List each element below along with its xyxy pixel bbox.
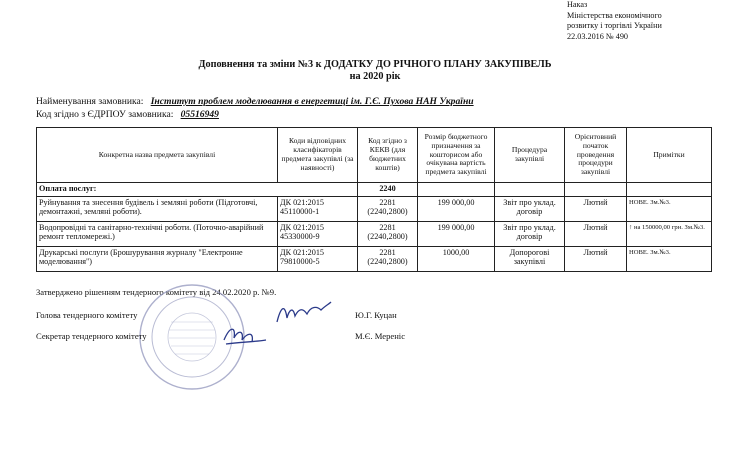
edrpou-line	[36, 109, 219, 120]
kekv-line: (2240,2800)	[367, 232, 408, 242]
item-code	[278, 197, 358, 222]
item-procedure	[495, 247, 565, 272]
head-role: Голова тендерного комітету	[36, 310, 138, 320]
item-procedure	[495, 197, 565, 222]
secretary-name: М.Є. Мереніс	[355, 331, 406, 341]
empty-cell	[565, 183, 627, 197]
order-line: 22.03.2016 № 490	[567, 31, 629, 41]
column-header: Орієнтовний початок проведення процедури закупівлі	[565, 128, 627, 183]
item-kekv	[358, 222, 418, 247]
item-amount: 199 000,00	[418, 222, 495, 247]
section-label: Оплата послуг:	[37, 183, 358, 197]
table-row	[37, 197, 712, 222]
item-start: Лютий	[565, 197, 627, 222]
order-reference	[567, 0, 662, 42]
document-subtitle: на 2020 рік	[349, 71, 401, 82]
procedure-line: Звіт про уклад.	[503, 198, 556, 207]
code-line: ДК 021:2015	[280, 223, 325, 232]
kekv-line: 2281	[379, 248, 396, 257]
item-kekv	[358, 197, 418, 222]
order-line: Міністерства економічного	[567, 10, 662, 20]
secretary-role: Секретар тендерного комітету	[36, 331, 147, 341]
item-code	[278, 222, 358, 247]
kekv-line: 2281	[379, 223, 396, 232]
item-amount: 1000,00	[418, 247, 495, 272]
order-line: Наказ	[567, 0, 588, 9]
item-start: Лютий	[565, 247, 627, 272]
column-header: Коди відповідних класифікаторів предмета закупівлі (за наявності)	[278, 128, 358, 183]
code-line: ДК 021:2015	[280, 198, 325, 207]
item-name: Руйнування та знесення будівель і земляні роботи (Підготовчі, демонтажні, земляні роботи).	[37, 197, 278, 222]
table-row	[37, 247, 712, 272]
customer-line	[36, 96, 474, 107]
code-line: 79810000-5	[280, 257, 320, 267]
procedure-line: Допорогові	[509, 248, 550, 257]
item-note: ↑ на 150000,00 грн. Зм.№3.	[627, 222, 712, 247]
procedure-line: договір	[516, 207, 543, 217]
procedure-line: Звіт про уклад.	[503, 223, 556, 232]
section-kekv: 2240	[358, 183, 418, 197]
item-name: Друкарські послуги (Брошурування журналу "Електронне моделювання")	[37, 247, 278, 272]
table-header-row	[37, 128, 712, 183]
customer-value: Інститут проблем моделювання в енергетиці ім. Г.Є. Пухова НАН України	[150, 96, 474, 107]
procedure-line: договір	[516, 232, 543, 242]
item-note: НОВЕ. Зм.№3.	[627, 197, 712, 222]
item-procedure	[495, 222, 565, 247]
head-signature-icon	[273, 300, 333, 328]
item-note: НОВЕ. Зм.№3.	[627, 247, 712, 272]
approval-note: Затверджено рішенням тендерного комітету від 24.02.2020 р. №9.	[36, 287, 277, 297]
kekv-line: (2240,2800)	[367, 257, 408, 267]
document-title: Доповнення та зміни №3 к ДОДАТКУ ДО РІЧНОГО ПЛАНУ ЗАКУПІВЕЛЬ	[198, 59, 552, 70]
empty-cell	[495, 183, 565, 197]
order-line: розвитку і торгівлі України	[567, 21, 662, 31]
item-name: Водопровідні та санітарно-технічні роботи. (Поточно-аварійний ремонт тепломережі.)	[37, 222, 278, 247]
kekv-line: 2281	[379, 198, 396, 207]
column-header: Код згідно з КЕКВ (для бюджетних коштів)	[358, 128, 418, 183]
column-header: Розмір бюджетного призначення за кошторисом або очікувана вартість предмета закупівлі	[418, 128, 495, 183]
column-header: Процедура закупівлі	[495, 128, 565, 183]
secretary-signature-icon	[220, 322, 270, 348]
edrpou-value: 05516949	[180, 109, 219, 120]
code-line: ДК 021:2015	[280, 248, 325, 257]
empty-cell	[418, 183, 495, 197]
item-start: Лютий	[565, 222, 627, 247]
kekv-line: (2240,2800)	[367, 207, 408, 217]
item-kekv	[358, 247, 418, 272]
empty-cell	[627, 183, 712, 197]
column-header: Конкретна назва предмета закупівлі	[37, 128, 278, 183]
code-line: 45110000-1	[280, 207, 320, 217]
edrpou-label: Код згідно з ЄДРПОУ замовника:	[36, 109, 174, 120]
customer-label: Найменування замовника:	[36, 96, 144, 107]
item-amount: 199 000,00	[418, 197, 495, 222]
code-line: 45330000-9	[280, 232, 320, 242]
procedure-line: закупівлі	[513, 257, 546, 267]
section-row	[37, 183, 712, 197]
column-header: Примітки	[627, 128, 712, 183]
table-row	[37, 222, 712, 247]
procurement-table	[36, 127, 712, 272]
item-code	[278, 247, 358, 272]
head-name: Ю.Г. Куцан	[355, 310, 397, 320]
